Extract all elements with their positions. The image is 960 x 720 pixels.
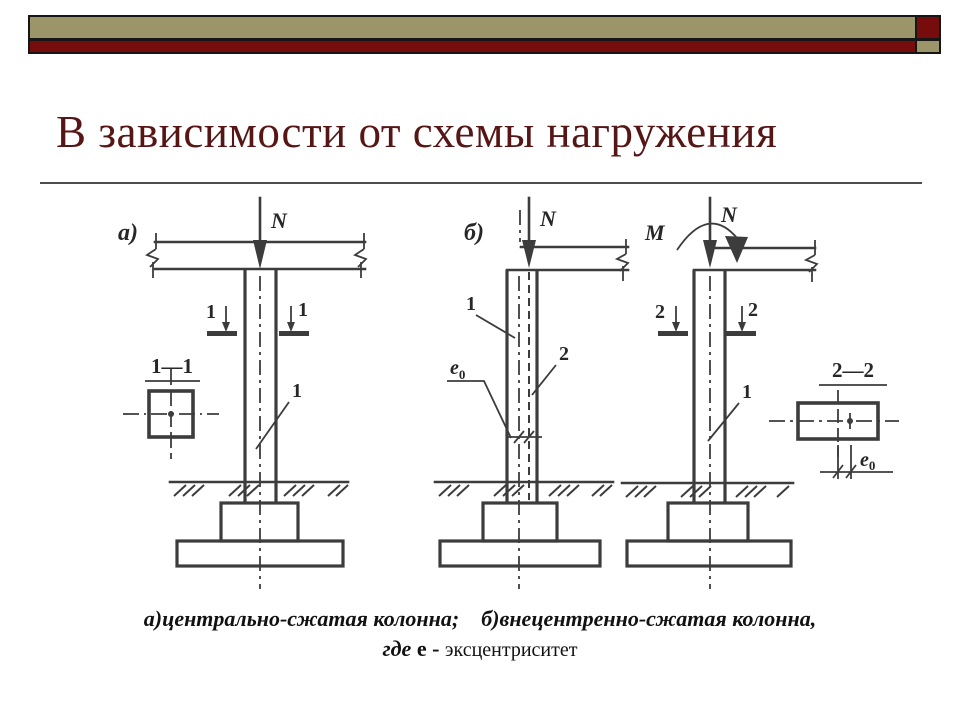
ground-hatching — [626, 486, 789, 497]
ground-hatching — [439, 485, 612, 496]
part-leader — [256, 402, 289, 449]
section-view-title: 1—1 — [151, 354, 193, 378]
column-part-label: 1 — [742, 381, 752, 403]
eccentricity-dimension — [820, 445, 893, 479]
beam-break-right — [806, 240, 817, 282]
caption — [0, 606, 960, 662]
section-view-1-1 — [123, 354, 219, 459]
section-tick-left — [658, 331, 688, 336]
caption-symbol: е - — [416, 636, 440, 661]
section-arrowhead-left — [222, 322, 230, 332]
section-mark-2-left: 2 — [655, 301, 665, 323]
section-tick-left — [207, 331, 237, 336]
force-line-number-label: 2 — [559, 343, 569, 365]
moment-arrowhead — [725, 236, 748, 263]
force-n-label: N — [540, 206, 556, 231]
beam-break-right — [355, 233, 366, 278]
force-n-arrowhead — [522, 240, 536, 268]
foundation-pedestal — [668, 503, 748, 541]
load-point — [168, 411, 174, 417]
column-loading-diagram — [0, 185, 960, 615]
foundation-footing — [440, 541, 600, 566]
diagram-b-label: б) — [464, 220, 484, 246]
diagram-eccentric-column — [435, 198, 628, 589]
caption-where: где — [382, 636, 412, 661]
title-divider — [40, 182, 922, 184]
section-mark-1-left: 1 — [206, 301, 216, 323]
top-accent-cap-olive — [915, 39, 941, 54]
diagram-a-label: а) — [118, 220, 138, 246]
foundation-pedestal — [483, 503, 557, 541]
page-title: В зависимости от схемы нагружения — [56, 107, 778, 157]
section-tick-right — [726, 331, 756, 336]
ground-hatching — [174, 485, 348, 496]
column — [507, 270, 537, 503]
beam-break-left — [147, 233, 158, 278]
section-arrowhead-right — [287, 322, 295, 332]
caption-line-1 — [0, 606, 960, 632]
caption-part-a: а)центрально-сжатая колонна; — [143, 606, 460, 631]
caption-part-b: б)внецентренно-сжатая колонна, — [481, 606, 817, 631]
foundation-footing — [627, 541, 791, 566]
axis-number-label: 1 — [466, 293, 476, 315]
top-accent-bar-maroon — [28, 39, 917, 54]
beam-break-right — [617, 239, 628, 281]
section-view-title: 2—2 — [832, 358, 874, 382]
top-accent-cap-maroon — [915, 15, 941, 40]
section-mark-2-right: 2 — [748, 299, 758, 321]
diagram-moment-column — [622, 198, 899, 589]
section-tick-right — [279, 331, 309, 336]
force-n-arrowhead — [253, 240, 267, 269]
section-view-2-2 — [769, 358, 899, 479]
eccentricity-label: $e_0$ — [450, 357, 466, 382]
eccentricity-label: $e_0$ — [860, 449, 876, 473]
axis-leader — [476, 315, 515, 338]
caption-definition: эксцентриситет — [444, 639, 578, 661]
section-arrowhead-right — [738, 322, 746, 332]
force-n-label: N — [721, 202, 737, 227]
top-accent-bar-olive — [28, 15, 917, 40]
force-n-label: N — [271, 208, 287, 233]
moment-m-label: M — [645, 220, 665, 245]
section-arrowhead-left — [672, 322, 680, 332]
column-part-label: 1 — [292, 380, 302, 402]
eccentricity-leader — [447, 381, 511, 438]
caption-line-2 — [0, 636, 960, 662]
force-n-arrowhead — [703, 240, 717, 268]
section-mark-1-right: 1 — [298, 299, 308, 321]
diagram-central-column — [118, 198, 366, 589]
